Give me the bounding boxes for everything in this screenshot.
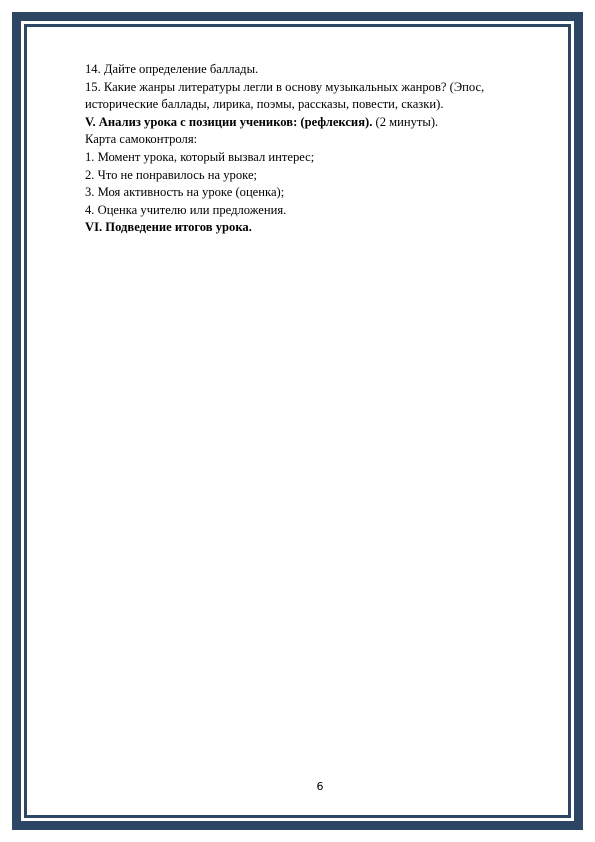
card-item-2: 2. Что не понравилось на уроке; — [85, 167, 258, 182]
document-body — [85, 61, 535, 237]
section-v-duration: (2 минуты). — [372, 114, 439, 129]
section-v — [85, 114, 535, 132]
page-number: 6 — [316, 780, 324, 793]
question-15-line-1: 15. Какие жанры литературы легли в основу музыкальных жанров? (Эпос, — [85, 79, 485, 94]
self-control-card-title: Карта самоконтроля: — [85, 132, 198, 147]
section-v-heading: V. Анализ урока с позиции учеников: (рефлексия). — [85, 114, 373, 129]
card-item-1: 1. Момент урока, который вызвал интерес; — [85, 149, 315, 164]
question-14: 14. Дайте определение баллады. — [85, 62, 259, 76]
card-item-4: 4. Оценка учителю или предложения. — [85, 202, 287, 217]
question-15-line-2: исторические баллады, лирика, поэмы, рассказы, повести, сказки). — [85, 97, 444, 112]
card-item-3: 3. Моя активность на уроке (оценка); — [85, 185, 285, 200]
section-vi-heading: VI. Подведение итогов урока. — [85, 220, 252, 235]
